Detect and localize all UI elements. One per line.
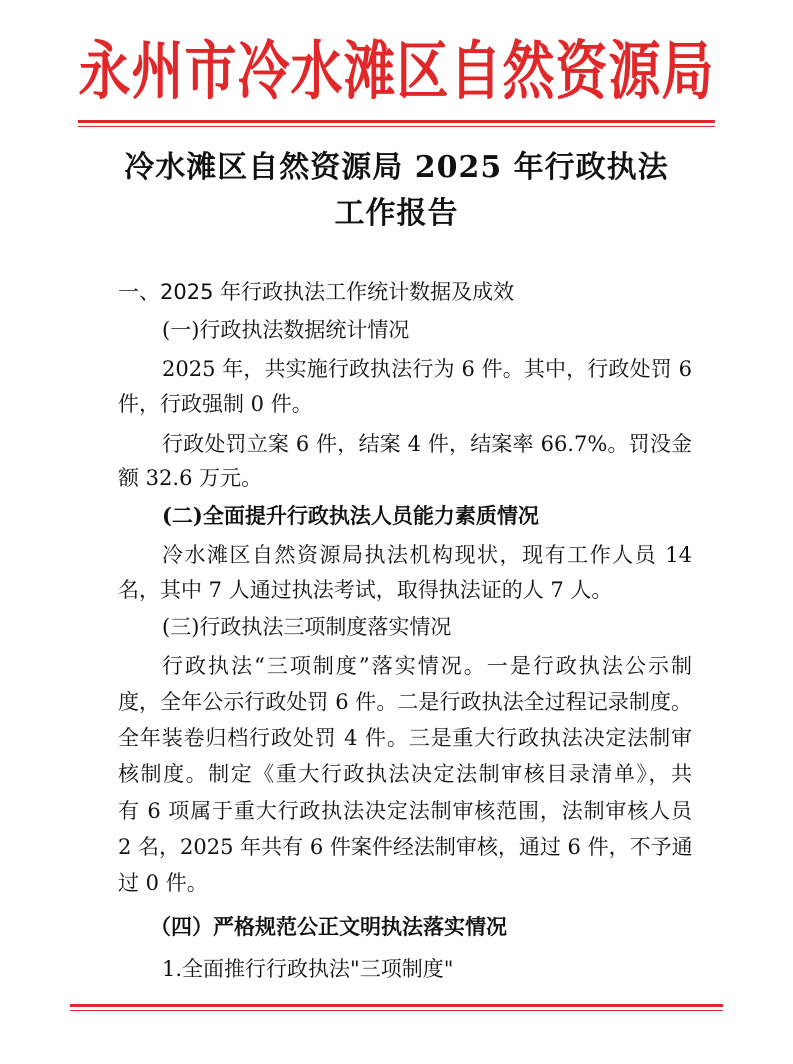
subsection-heading: (一)行政执法数据统计情况 — [162, 318, 410, 342]
footer-rule-thin — [70, 1010, 723, 1011]
subsection-heading: （四）严格规范公正文明执法落实情况 — [150, 914, 507, 939]
paragraph-line: 件，行政强制 0 件。 — [118, 392, 313, 416]
paragraph-line: 名，其中 7 人通过执法考试，取得执法证的人 7 人。 — [118, 578, 613, 602]
subsection-heading: (二)全面提升行政执法人员能力素质情况 — [162, 503, 539, 528]
paragraph-line: 核制度。制定《重大行政执法决定法制审核目录清单》，共 — [118, 762, 692, 786]
paragraph-line: 全年装卷归档行政处罚 4 件。三是重大行政执法决定法制审 — [118, 726, 692, 750]
paragraph-line: 行政处罚立案 6 件，结案 4 件，结案率 66.7%。罚没金 — [162, 432, 692, 456]
subsection-heading: (三)行政执法三项制度落实情况 — [162, 615, 452, 639]
paragraph-line: 有 6 项属于重大行政执法决定法制审核范围，法制审核人员 — [118, 799, 692, 823]
paragraph-line: 行政执法“三项制度”落实情况。一是行政执法公示制 — [162, 654, 692, 678]
title-line-2: 工作报告 — [334, 196, 459, 231]
paragraph-line: 过 0 件。 — [118, 871, 208, 895]
agency-masthead: 永州市冷水滩区自然资源局 — [78, 35, 715, 110]
paragraph-line: 额 32.6 万元。 — [118, 466, 263, 490]
section-heading: 一、2025 年行政执法工作统计数据及成效 — [118, 280, 515, 304]
paragraph-line: 2025 年，共实施行政执法行为 6 件。其中，行政处罚 6 — [162, 357, 692, 381]
header-rule-thin — [78, 126, 715, 127]
paragraph-line: 度，全年公示行政处罚 6 件。二是行政执法全过程记录制度。 — [118, 690, 692, 714]
footer-rule-thick — [70, 1004, 723, 1007]
list-item: 1.全面推行行政执法"三项制度" — [162, 957, 454, 981]
paragraph-line: 2 名，2025 年共有 6 件案件经法制审核，通过 6 件，不予通 — [118, 835, 693, 859]
title-line-1: 冷水滩区自然资源局 2025 年行政执法 — [124, 150, 669, 185]
paragraph-line: 冷水滩区自然资源局执法机构现状，现有工作人员 14 — [162, 543, 692, 567]
header-rule-thick — [78, 120, 715, 123]
